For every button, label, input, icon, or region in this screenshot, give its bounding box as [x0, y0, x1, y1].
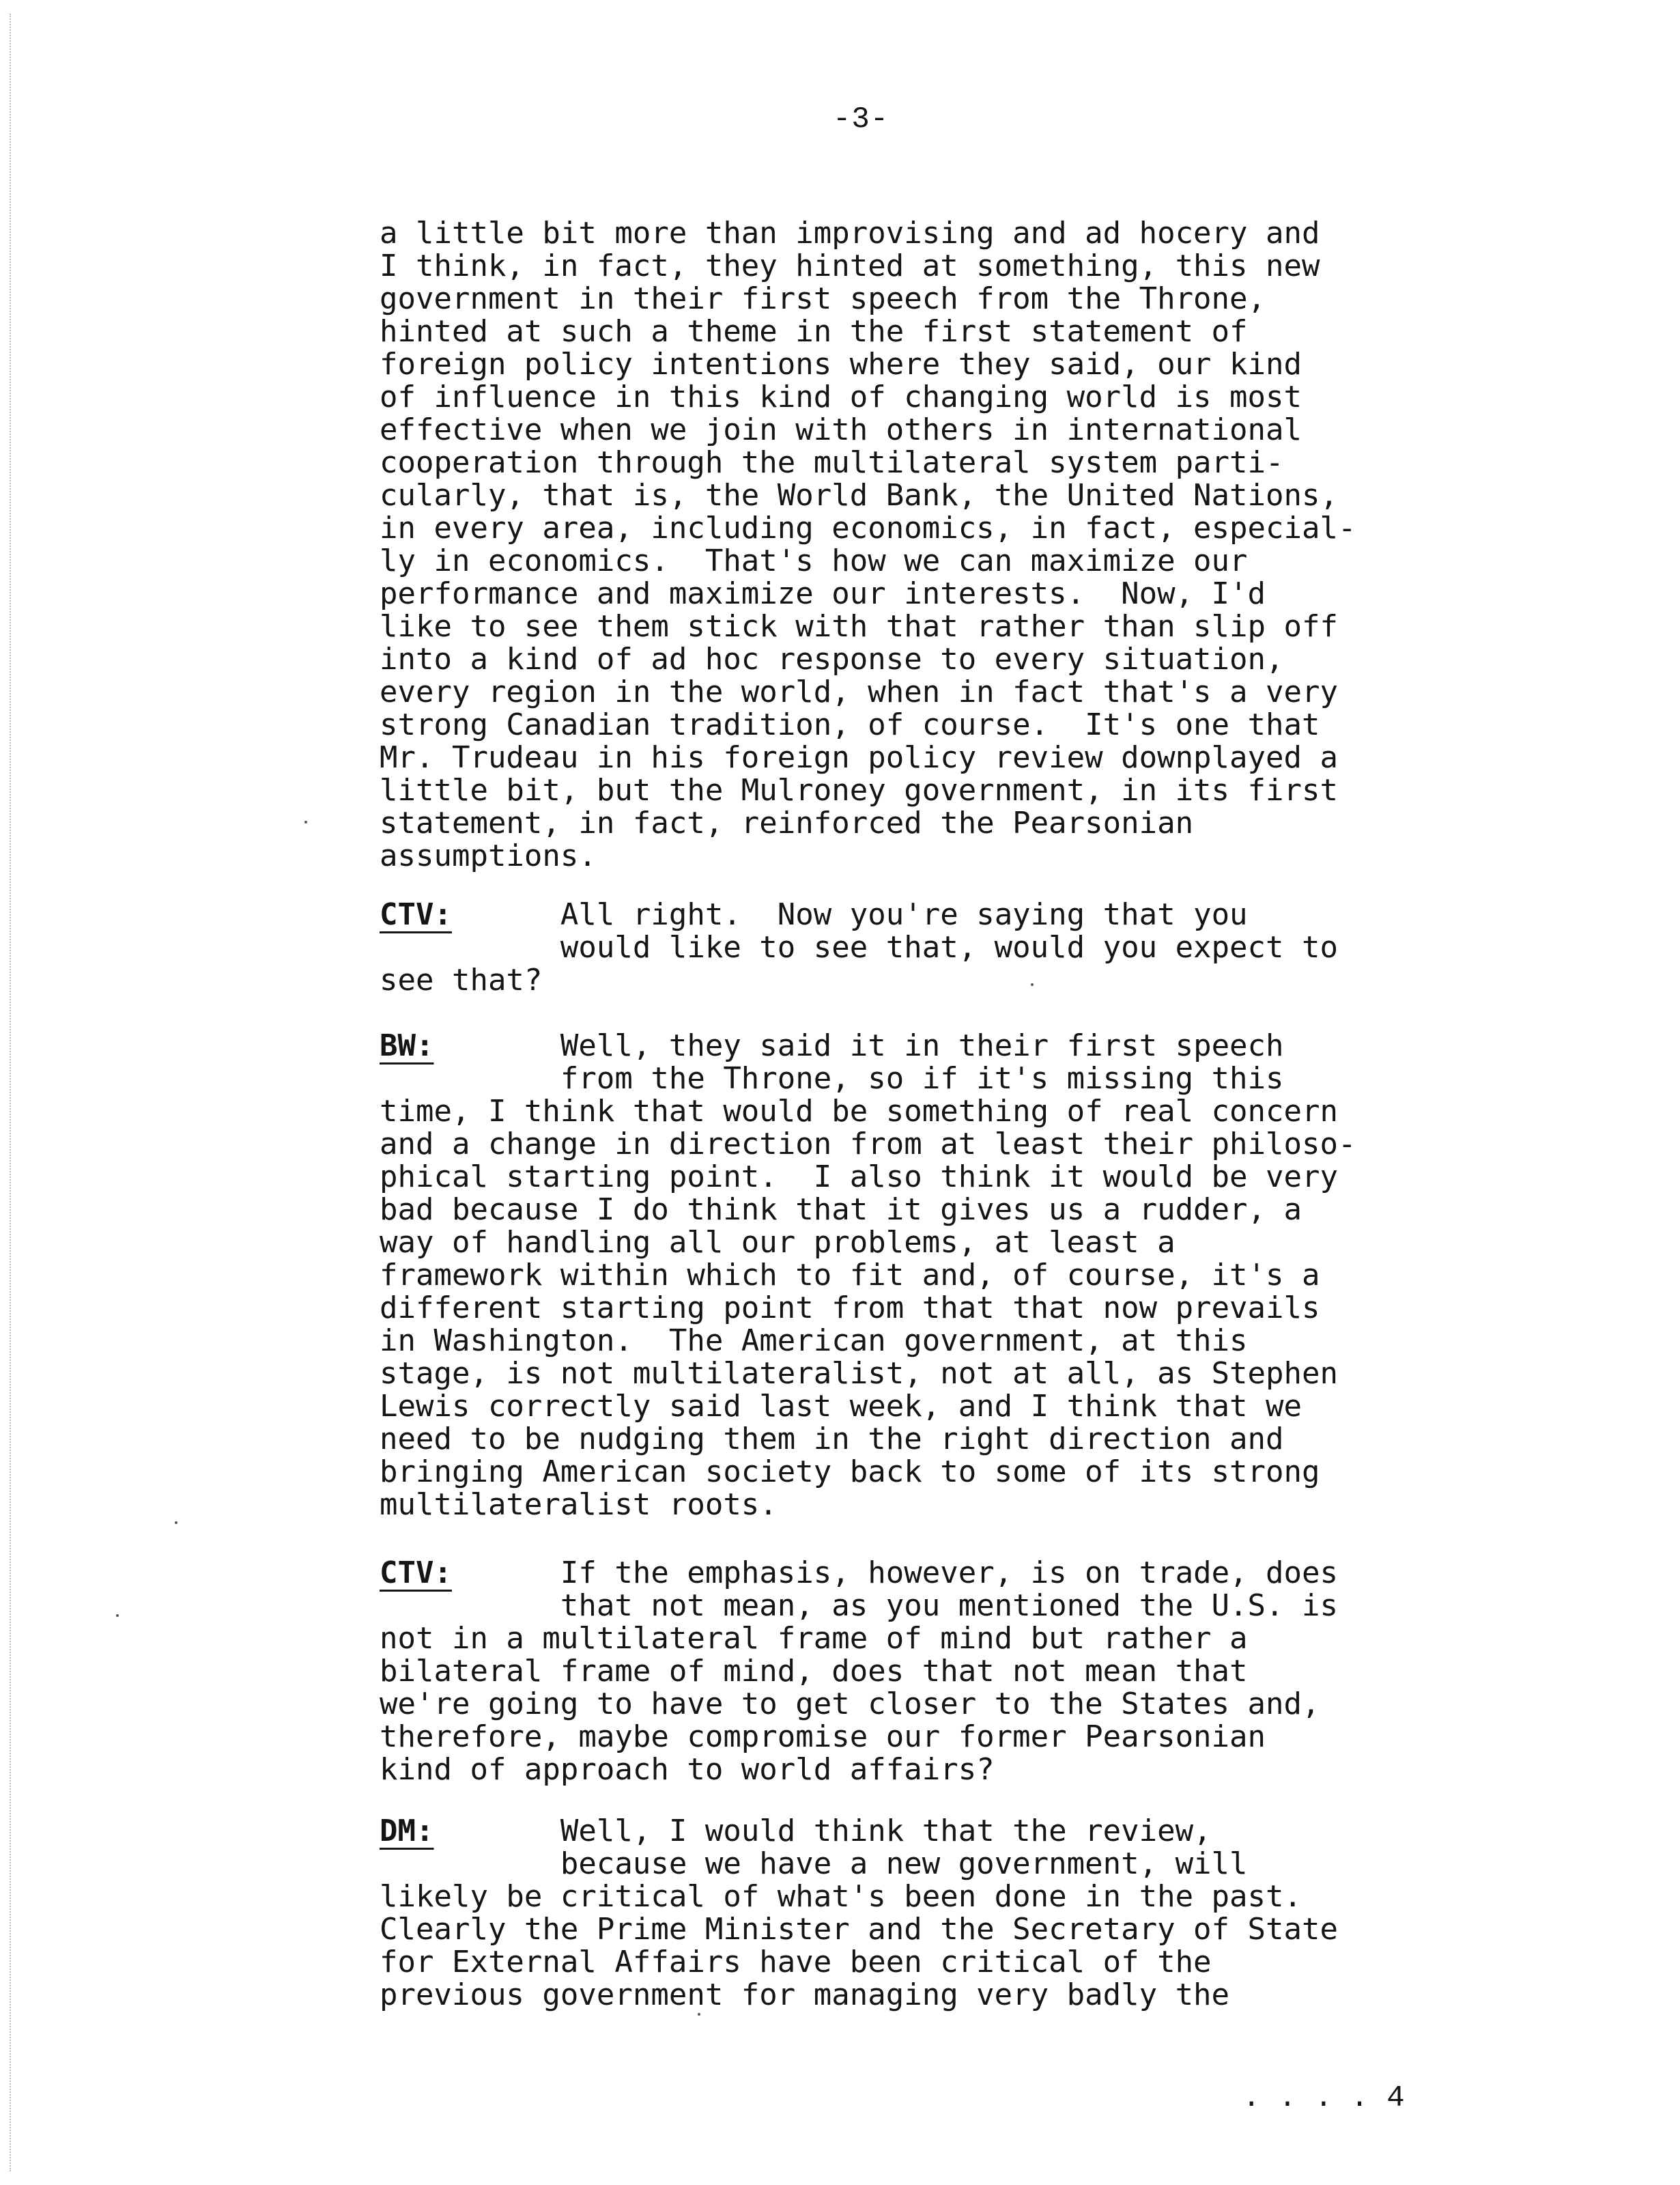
dialogue-bw — [380, 1030, 1356, 1521]
dialogue-first-line: All right. Now you're saying that you — [560, 897, 1248, 932]
paragraph-intro: a little bit more than improvising and ad hocery and I think, in fact, they hinted at something, this new government in their first speech from the Throne, hinted at such a theme in the first statement of foreign policy intentions where they said, our kind of influence in this kind of changing world is most effective when we join with others in international cooperation through the multilateral system parti- cularly, that is, the World Bank, the United Nations, in every area, including economics, in fact, especial- ly in economics. That's how we can maximize our performance and maximize our interests. Now, I'd like to see them stick with that rather than slip off into a kind of ad hoc response to every situation, every region in the world, when in fact that's a very strong Canadian tradition, of course. It's one that Mr. Trudeau in his foreign policy review downplayed a little bit, but the Mulroney government, in its first statement, in fact, reinforced the Pearsonian assumptions. — [380, 216, 1356, 873]
dialogue-first-line: Well, they said it in their first speech — [560, 1028, 1284, 1063]
dialogue-text: would like to see that, would you expect to see that? — [380, 930, 1338, 998]
dialogue-ctv-2 — [380, 1557, 1338, 1786]
scan-speck — [304, 821, 307, 823]
dialogue-first-line: If the emphasis, however, is on trade, does — [560, 1555, 1339, 1590]
continuation-marker: . . . . 4 — [1242, 2081, 1405, 2115]
speaker-label: CTV: — [380, 897, 452, 932]
scan-speck — [116, 1614, 119, 1617]
dialogue-text: because we have a new government, will likely be critical of what's been done in the past. Clearly the Prime Minister and the Secretary of State for External Affairs have been critical of the previous government for managing very badly the — [380, 1846, 1338, 2012]
dialogue-text: that not mean, as you mentioned the U.S. is not in a multilateral frame of mind but rather a bilateral frame of mind, does that not mean that we're going to have to get closer to the States and, therefore, maybe compromise our former Pearsonian kind of approach to world affairs? — [380, 1588, 1338, 1787]
dialogue-text: from the Throne, so if it's missing this time, I think that would be something of real concern and a change in direction from at least their philoso- phical starting point. I also think it would be very bad because I do think that it gives us a rudder, a way of handling all our problems, at least a framework within which to fit and, of course, it's a different starting point from that that now prevails in Washington. The American government, at this stage, is not multilateralist, not at all, as Stephen Lewis correctly said last week, and I think that we need to be nudging them in the right direction and bringing American society back to some of its strong multilateralist roots. — [380, 1061, 1356, 1522]
scan-speck — [175, 1521, 177, 1524]
dialogue-dm — [380, 1815, 1338, 2012]
page-number: -3- — [833, 102, 889, 137]
dialogue-first-line: Well, I would think that the review, — [560, 1814, 1212, 1848]
speaker-label: CTV: — [380, 1555, 452, 1590]
scan-speck — [698, 2013, 700, 2016]
speaker-label: DM: — [380, 1814, 434, 1848]
speaker-label: BW: — [380, 1028, 434, 1063]
scan-speck — [1031, 983, 1034, 986]
dialogue-ctv-1 — [380, 899, 1338, 997]
scan-edge-line — [10, 14, 11, 2171]
